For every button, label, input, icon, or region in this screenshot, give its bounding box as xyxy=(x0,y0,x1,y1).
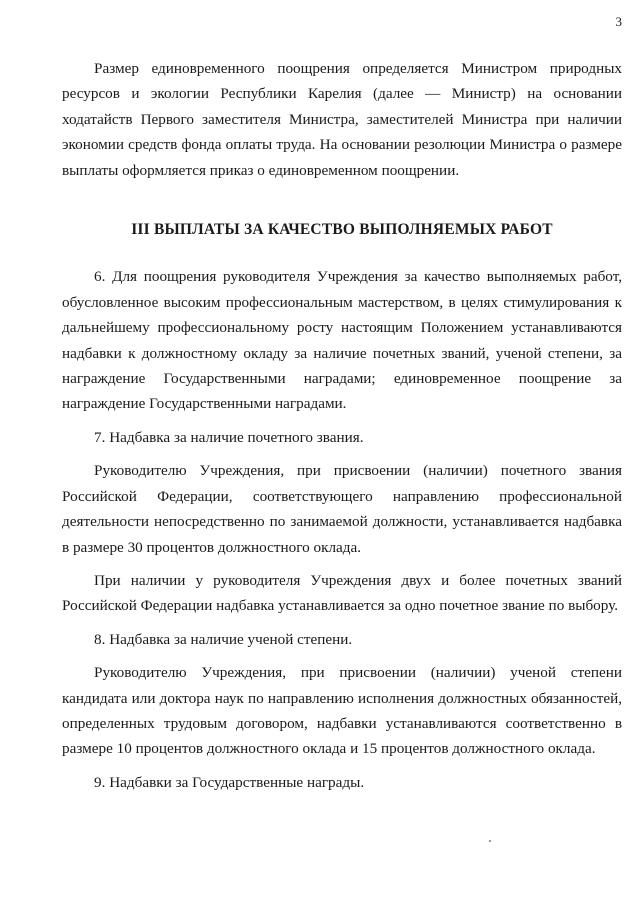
paragraph-item-7-note: При наличии у руководителя Учреждения двух и более почетных званий Российской Федерации надбавка устанавливается за одно почетное звание по выбору. xyxy=(62,571,622,615)
paragraph-item-8-title: 8. Надбавка за наличие ученой степени. xyxy=(94,630,353,648)
paragraph-item-7-title: 7. Надбавка за наличие почетного звания. xyxy=(94,428,364,446)
paragraph-item-9-title: 9. Надбавки за Государственные награды. xyxy=(94,773,365,791)
paragraph-item-6: 6. Для поощрения руководителя Учреждения за качество выполняемых работ, обусловленное высоким профессиональным мастерством, в целях стимулирования к дальнейшему профессиональному росту настоящим Положением устанавливаются надбавки к должностному окладу за наличие почетных званий, ученой степени, за награждение Государственными наградами; единовременное поощрение за награждение Государственными наградами. xyxy=(62,268,622,413)
paragraph-item-8-body: Руководителю Учреждения, при присвоении (наличии) ученой степени кандидата или доктора наук по направлению исполнения должностных обязанностей, определенных трудовым договором, надбавки устанавливаются соответственно в размере 10 процентов должностного оклада и 15 процентов должностного оклада. xyxy=(62,664,622,758)
paragraph-item-7-body: Руководителю Учреждения, при присвоении (наличии) почетного звания Российской Федерации, соответствующего направлению профессиональной деятельности непосредственно по занимаемой должности, устанавливается надбавка в размере 30 процентов должностного оклада. xyxy=(62,462,622,556)
document-body xyxy=(62,56,622,795)
paragraph-intro: Размер единовременного поощрения определяется Министром природных ресурсов и экологии Республики Карелия (далее — Министр) на основании ходатайств Первого заместителя Министра, заместителей Министра при наличии экономии средств фонда оплаты труда. На основании резолюции Министра о размере выплаты оформляется приказ о единовременном поощрении. xyxy=(62,60,622,179)
section-heading: III ВЫПЛАТЫ ЗА КАЧЕСТВО ВЫПОЛНЯЕМЫХ РАБОТ xyxy=(131,221,553,239)
page-number: 3 xyxy=(615,14,622,29)
scan-speck xyxy=(489,840,491,842)
